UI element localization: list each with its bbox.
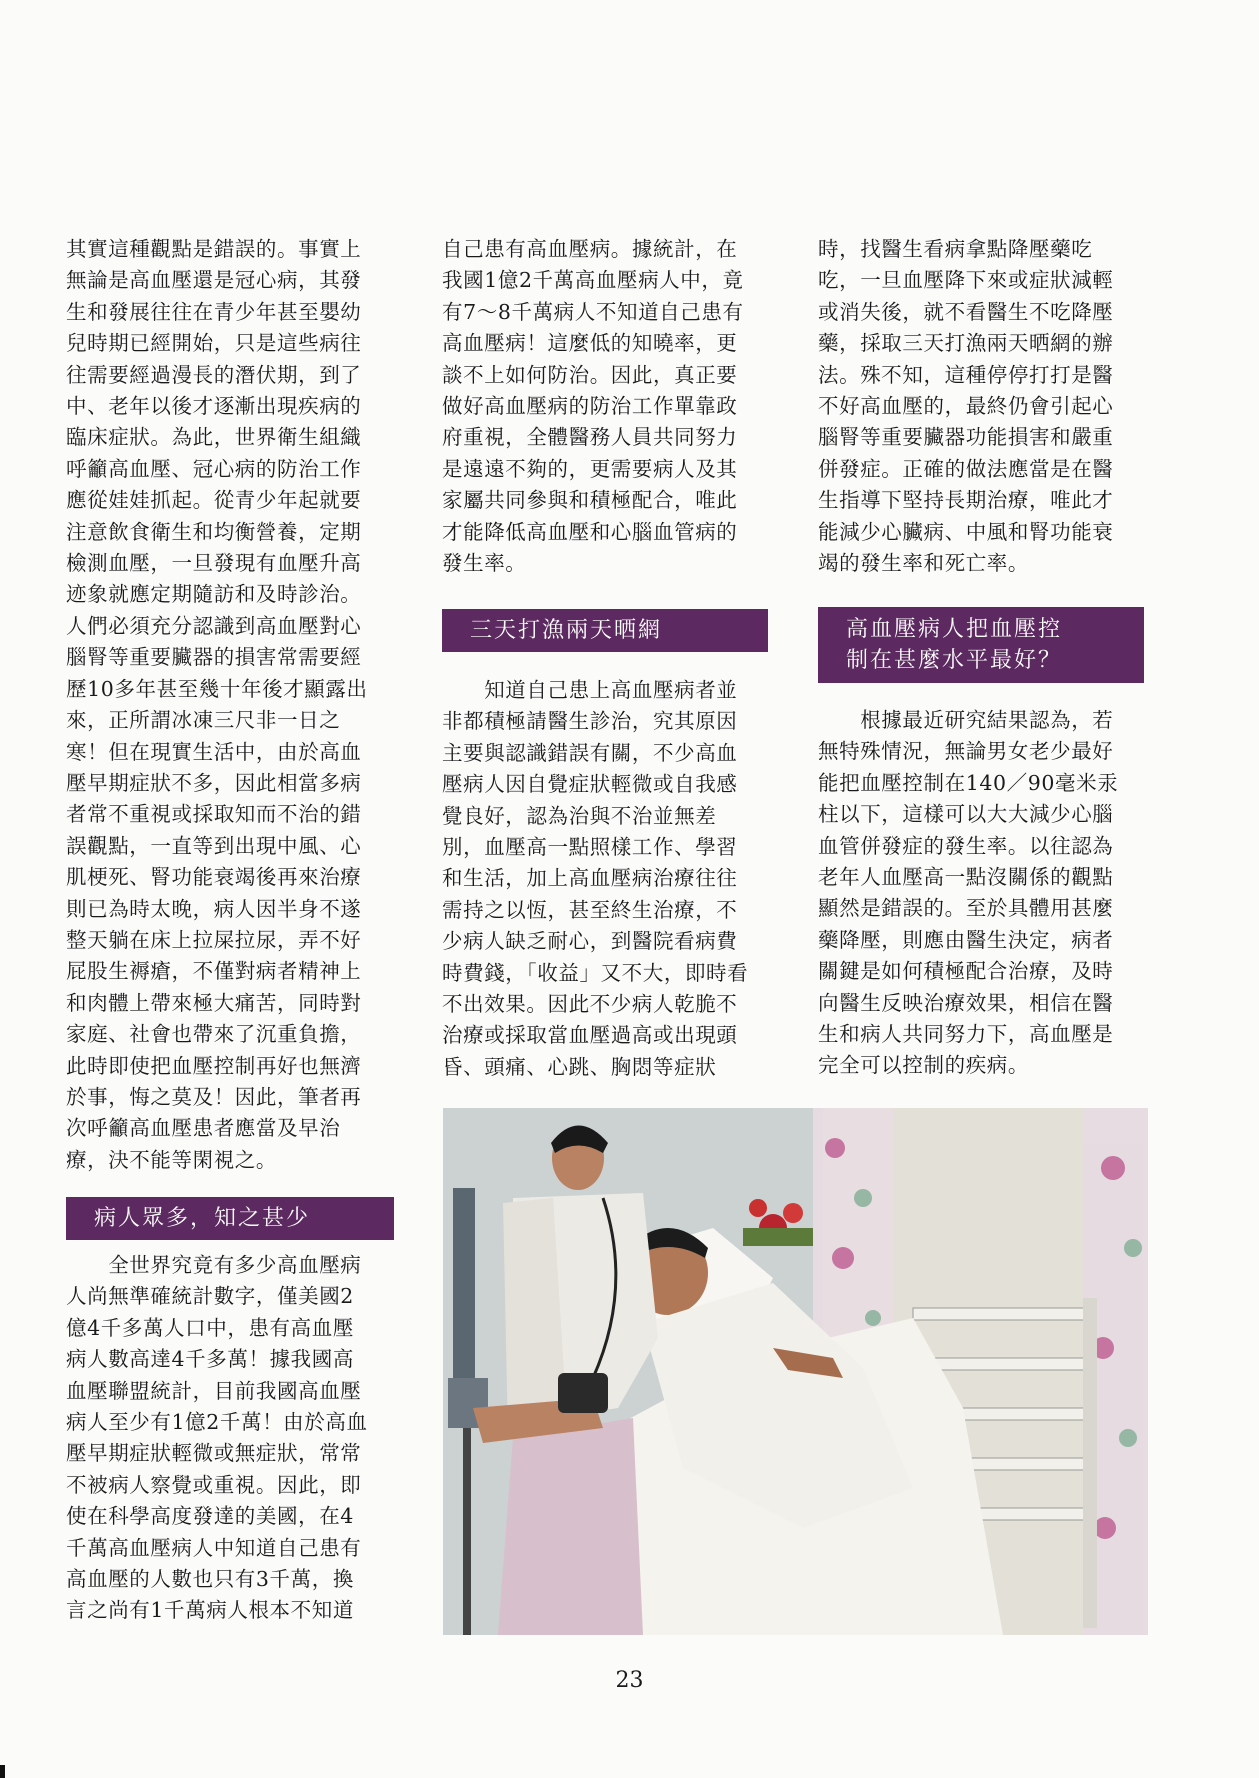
text-column-3-lower — [818, 705, 1144, 1082]
column3-paragraph-2: 根據最近研究結果認為，若 無特殊情況，無論男女老少最好 能把血壓控制在140／90毫米汞 柱以下，這樣可以大大減少心腦 血管併發症的發生率。以往認為 老年人血壓高一點沒關係的觀點 顯然是錯誤的。至於具體用甚麼 藥降壓，則應由醫生決定，病者 關鍵是如何積極配合治療，及時 向醫生反映治療效果，相信在醫 生和病人共同努力下，高血壓是 完全可以控制的疾病。 — [818, 708, 1119, 1078]
text-column-1 — [66, 234, 392, 1176]
column3-paragraph-1: 時，找醫生看病拿點降壓藥吃 吃，一旦血壓降下來或症狀減輕 或消失後，就不看醫生不吃降壓 藥，採取三天打漁兩天晒網的辦 法。殊不知，這種停停打打是醫 不好高血壓的，最終仍會引起心 腦腎等重要臟器功能損害和嚴重 併發症。正確的做法應當是在醫 生指導下堅持長期治療，唯此才 能減少心臟病、中風和腎功能衰 竭的發生率和死亡率。 — [818, 237, 1114, 576]
column2-paragraph-2: 知道自己患上高血壓病者並 非都積極請醫生診治，究其原因 主要與認識錯誤有關，不少高血 壓病人因自覺症狀輕微或自我感 覺良好，認為治與不治並無差 別，血壓高一點照樣工作、學習 和生活，加上高血壓病治療往往 需持之以恆，甚至終生治療，不 少病人缺乏耐心，到醫院看病費 時費錢，「收益」又不大，即時看 不出效果。因此不少病人乾脆不 治療或採取當血壓過高或出現頭 昏、頭痛、心跳、胸悶等症狀 — [442, 678, 749, 1079]
text-column-2-lower — [442, 675, 768, 1083]
text-column-2 — [442, 234, 768, 579]
section-heading-optimal-bp-level: 高血壓病人把血壓控 制在甚麼水平最好？ — [818, 607, 1144, 683]
photo-nurse-measuring-patient-blood-pressure — [443, 1108, 1148, 1635]
scan-mark — [0, 1765, 5, 1778]
column1-paragraph-1: 其實這種觀點是錯誤的。事實上 無論是高血壓還是冠心病，其發 生和發展往往在青少年甚至嬰幼 兒時期已經開始，只是這些病往 往需要經過漫長的潛伏期，到了 中、老年以後才逐漸出現疾病的 臨床症狀。為此，世界衛生組織 呼籲高血壓、冠心病的防治工作 應從娃娃抓起。從青少年起就要 注意飲食衛生和均衡營養，定期 檢測血壓，一旦發現有血壓升高 迹象就應定期隨訪和及時診治。 人們必須充分認識到高血壓對心 腦腎等重要臟器的損害常需要經 歷10多年甚至幾十年後才顯露出 來，正所謂冰凍三尺非一日之 寒！但在現實生活中，由於高血 壓早期症狀不多，因此相當多病 者常不重視或採取知而不治的錯 誤觀點，一直等到出現中風、心 肌梗死、腎功能衰竭後再來治療 則已為時太晚，病人因半身不遂 整天躺在床上拉屎拉尿，弄不好 屁股生褥瘡，不僅對病者精神上 和肉體上帶來極大痛苦，同時對 家庭、社會也帶來了沉重負擔， 此時即使把血壓控制再好也無濟 於事，悔之莫及！因此，筆者再 次呼籲高血壓患者應當及早治 療，決不能等閑視之。 — [66, 237, 368, 1172]
column2-paragraph-1: 自己患有高血壓病。據統計，在 我國1億2千萬高血壓病人中，竟 有7～8千萬病人不知道自己患有 高血壓病！這麼低的知曉率，更 談不上如何防治。因此，真正要 做好高血壓病的防治工作單靠政 府重視，全體醫務人員共同努力 是遠遠不夠的，更需要病人及其 家屬共同參與和積極配合，唯此 才能降低高血壓和心腦血管病的 發生率。 — [442, 237, 744, 576]
section-heading-intermittent-treatment: 三天打漁兩天晒網 — [442, 609, 768, 652]
text-column-3 — [818, 234, 1144, 579]
column1-paragraph-2: 全世界究竟有多少高血壓病 人尚無準確統計數字，僅美國2 億4千多萬人口中，患有高血壓 病人數高達4千多萬！據我國高 血壓聯盟統計，目前我國高血壓 病人至少有1億2千萬！由於高血 壓早期症狀輕微或無症狀，常常 不被病人察覺或重視。因此，即 使在科學高度發達的美國，在4 千萬高血壓病人中知道自己患有 高血壓的人數也只有3千萬，換 言之尚有1千萬病人根本不知道 — [66, 1253, 368, 1623]
section-heading-patients-many: 病人眾多，知之甚少 — [66, 1197, 394, 1240]
page-number: 23 — [615, 1668, 644, 1693]
text-column-1-lower — [66, 1250, 392, 1627]
